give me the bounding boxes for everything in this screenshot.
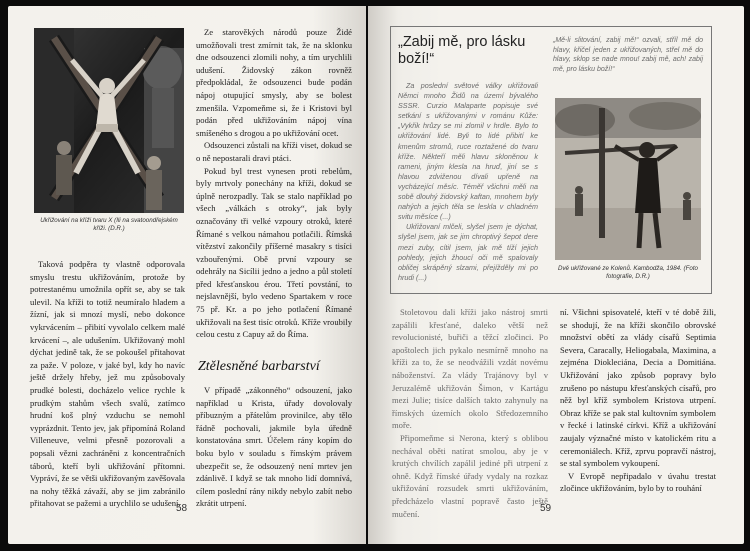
page-number-right: 59: [540, 503, 552, 514]
paragraph: Stoletovou dali kříži jako nástroj smrti zapálili křesťané, daleko větší než revolucionisté, buřiči a těžcí zločinci. Po apoštolech jich pykalo nesmírně mnoho na kříži za to, že se neodvážili vzdát novému náboženství. Za vlády Trajánovy byl v Jeruzalémě ukřižován Šimon, v Kartágu mezi Julie; tisíce dalších takto zahynuly na římských územích okolo Středozemního moře.: [392, 307, 548, 431]
cambodia-photo: [555, 98, 701, 260]
left-column-1: [30, 258, 185, 510]
right-column-1: [392, 306, 548, 520]
photo-caption: Ukřižování na kříži tvaru X (Ili na svatoondřejském kříži. (D.R.): [40, 217, 178, 232]
page-number-left: 58: [176, 503, 188, 514]
paragraph: Připomeňme si Nerona, který s oblibou nechával oběti natírat smolou, aby je v krutých chvílích zapálil jediné při utrpení z ohně. Když římské úřady vydaly na rozkaz ukřižování rozsudek smrti ukřižováním, předcházelo vlastní popravě často ještě mučení.: [392, 432, 548, 519]
paragraph: V Evropě nepřipadalo v úvahu trestat zločince ukřižováním, bylo by to rouhání: [560, 470, 716, 494]
box-quote: [553, 36, 703, 74]
paragraph: V případě „zákonného“ odsouzení, jako například u Krista, úřady dovolovaly příbuzným a přátelům provinilce, aby tělo řádně pochovali, jakmile byla úředně konstatována smrt. Účelem rány kopím do boku bylo v souladu s římským právem ubezpečit se, že odsouzený není mrtev jen zdánlivě. I když se tak mnoho lidí domnívá, cílem poslední rány nikdy nebylo zabít nebo zkrátit utrpení.: [196, 385, 352, 509]
paragraph: Pokud byl trest vynesen proti rebelům, byly mrtvoly ponechány na kříži, dokud se úplně nerozpadly. Tak se stalo například po všech „válkách s otroky“, jak byly označovány tři velké vzpoury otroků, které Římané s velkou námahou potlačili. Římská vítězství zakončily příšerné masakry s tisíci vzbouřenými. Obě první vzpoury se odehrály na Sicílii jedno a jedno a půl století před křesťanskou érou. Třetí povstání, to nejslavnější, bylo vedeno Spartakem v roce 75 př. Kr. a po jeho potlačení Římané ukřižovali na šest tisíc otroků. Kříže vroubily celou cestu z Capuy až do Říma.: [196, 165, 352, 340]
left-column-2: [196, 26, 352, 341]
paragraph: Odsouzenci zůstali na kříži viset, dokud se o ně nepostarali dravi ptáci.: [196, 140, 352, 163]
paragraph: Taková podpěra ty vlastně odporovala smyslu trestu ukřižováním, protože by potrestanému umožnila opřít se, aby se tak ulevil. Na kříži to totiž neumíralo hladem a žízní, jak si mnozí myslí, nebo dokonce vykrvácením – přibití vyvolalo celkem malé krvácení –, ale udušením. Ukřižovaný mohl dýchat jedině tak, že se pokoušel přitahovat za paže. V poloze, v jaké byl, kdy ho navíc ještě držely hřeby, jež mu způsobovaly prudké bolesti, docházelo velice rychle k prudkým stahům všech svalů, zatímco hrudní koš plný vzduchu se nemohl vyprázdnit. Tento jev, jak připomíná Roland Villeneuve, velmi přesně pozorovali a popsali vězni zachráněni z koncentračních táborů, kteří byli ukřižování přítomni. Vypráví, že se větši ukřižovaným zavěšovala na nohy těžká závaží, aby se jim zabránilo přitahovat se pažemi a urychlilo se udušení.: [30, 259, 185, 509]
paragraph: Ukřižovaní mlčeli, slyšel jsem je dýchat, slyšel jsem, jak se jim chroptivý šepot dere mezi zuby, cítil jsem, jak mě tíží jejich pohledy, jejich žhoucí oči mě spalovaly obličej skrápěný slzami, přejížděly mi po hrudi (...): [398, 222, 538, 282]
left-column-2b: [196, 384, 352, 510]
paragraph: Za poslední světové války ukřižovali Němci mnoho Židů na území bývalého SSSR. Curzio Malaparte popisuje své setkání s ukřižovanými v románu Kůže: „Vykřik hrůzy se mi zlomil v hrdle. Bylo to ukřižování lidé. Byli to lidé přibití ke kmenům stromů, ruce roztažené do tvaru kříže. Někteří měli hlavu skloněnou k rameni, jiným klesla na hruď, jiní se s hlavou zdviženou dívali upřeně na vycházející měsíc. Téměř všichni měli na sobě dlouhý židovský kaftan, mnohem byly nahých a jejich těla se leskla v chladném svitu měsíce (...): [398, 81, 538, 222]
left-page: [8, 6, 366, 544]
box-text: [398, 81, 538, 283]
paragraph: „Mě-li slitování, zabij mě!“ ozvali, stříl mě do hlavy, křičel jeden z ukřižovaných, střel mě do hlavy, sklop se nade mnou! zabij mě, ach! zabij mě, pro lásku boží!“: [553, 37, 703, 73]
paragraph: Ze starověkých národů pouze Židé umožňovali trest zmírnit tak, že na sklonku dne odsouzenci zlomili nohy, a tím urychlili udušení. Židovský zákon rovněž předpokládal, že odsouzenci bude podán nápoj otupující smysly, aby se bolest zmenšila. Vzpomeňme si, že i Kristovi byl podán před ukřižováním nápoj vína smíšeného s drogou a po ukřižování ocet.: [196, 27, 352, 138]
right-column-2: [560, 306, 716, 495]
section-heading: Ztělesněné barbarství: [198, 359, 320, 374]
cambodia-illustration: [555, 98, 701, 260]
right-page: [368, 6, 744, 544]
paragraph: ní. Všichni spisovatelé, kteří v té době žili, se shodují, že na kříži skončilo obrovské množství obětí za vlády císařů Septimia Severa, Caracally, Heliogabala, Maximina, a zejména Diokleciána, Decia a Domitiána. Ukřižování jako způsob popravy bylo zrušeno po nástupu křesťanských císařů, pro něž byl kříž symbolem Kristova utrpení. Obraz kříže se pak stal kultovním symbolem v řecké i latinské církvi. Kříž a ukřižování zaujaly význačné místo v katolickém ritu a ceremoniálech. Kříž, zprvu popravčí nástroj, se stal symbolem vykoupení.: [560, 307, 716, 469]
box-title: „Zabij mě, pro lásku boží!“: [398, 34, 526, 67]
crucifixion-x-illustration: [34, 28, 184, 213]
photo-caption: Dvě ukřižované ze Kolenů. Kambodža, 1984. (Foto fotografie, D.R.): [558, 265, 698, 280]
crucifixion-x-photo: [34, 28, 184, 213]
